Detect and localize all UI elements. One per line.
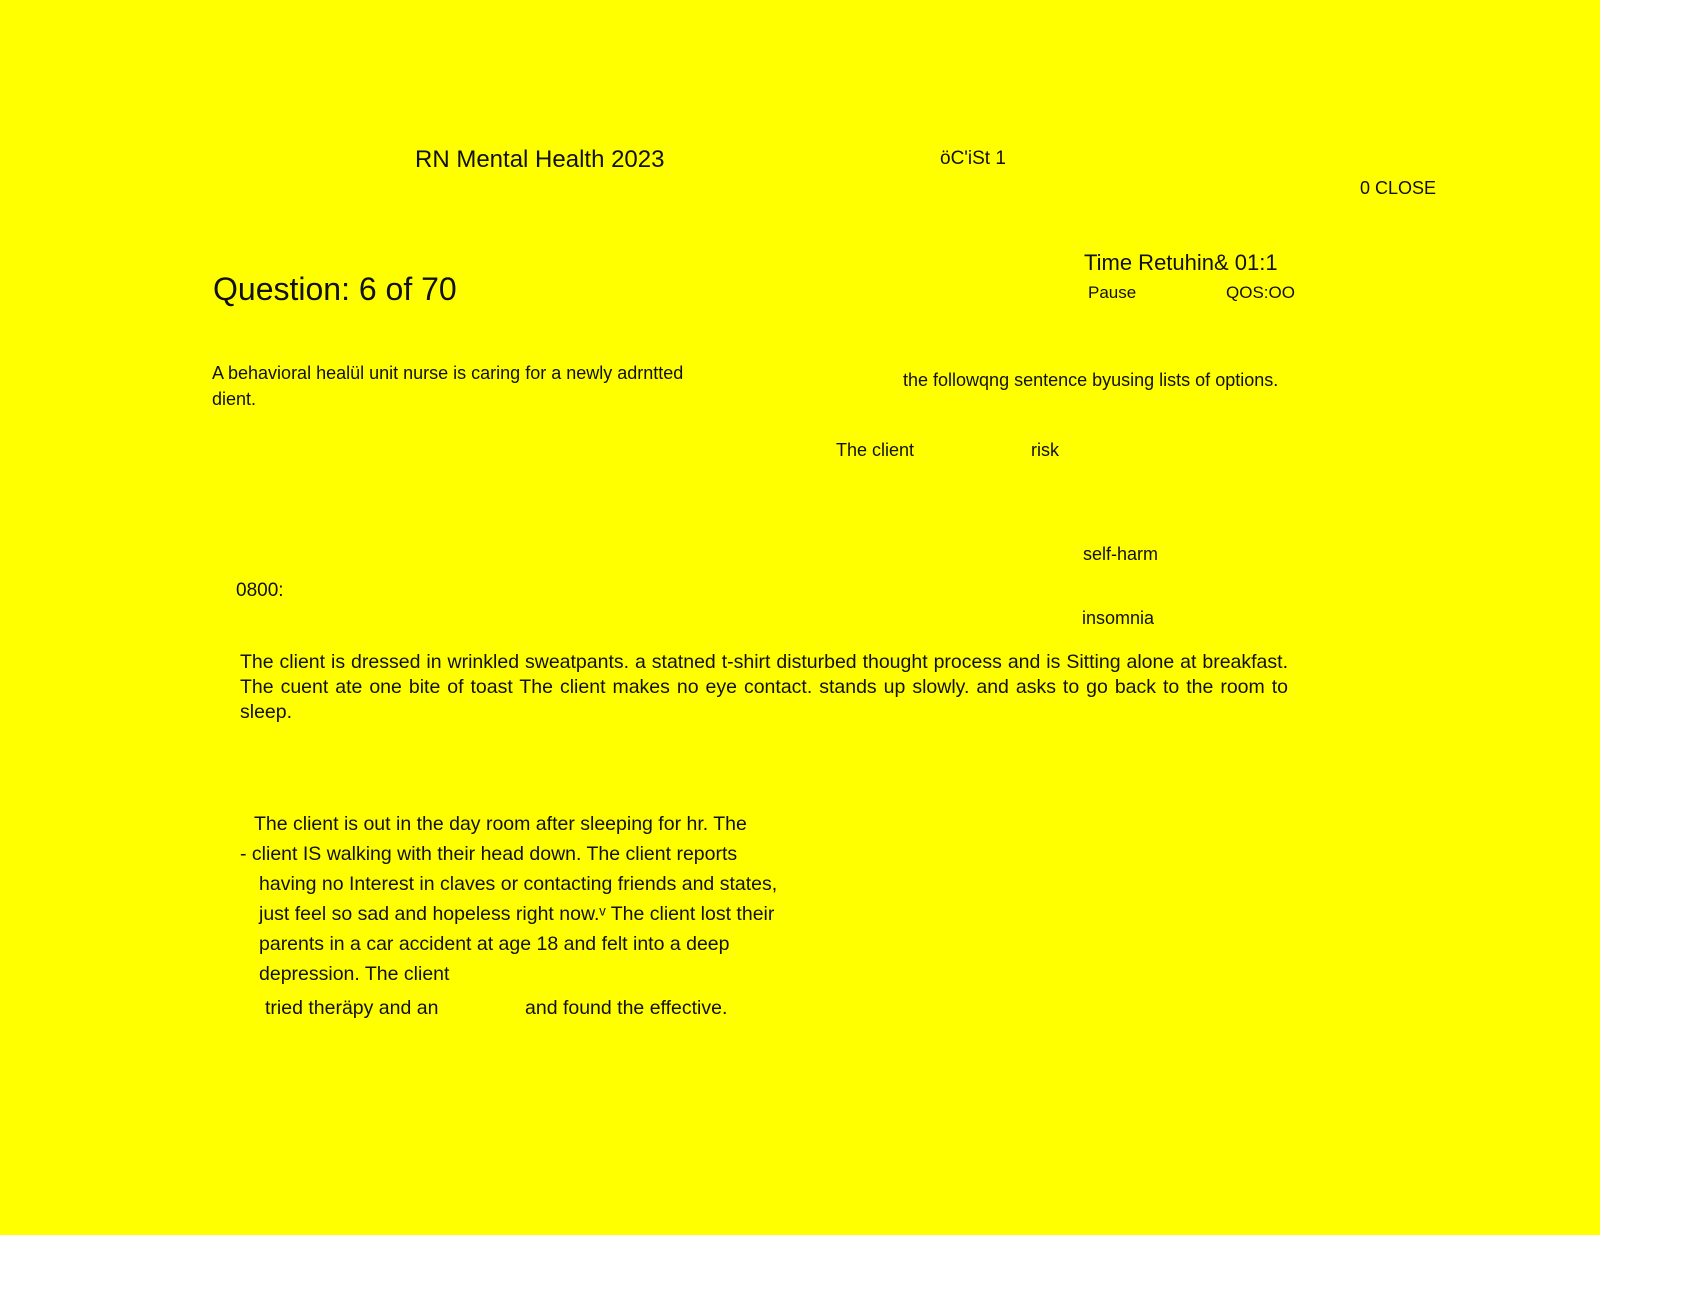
sentence-middle: risk (1031, 440, 1059, 460)
option-insomnia[interactable]: insomnia (1082, 608, 1155, 628)
elapsed-time: QOS:OO (1226, 283, 1295, 302)
note-line: having no Interest in claves or contacting friends and states, (259, 873, 778, 895)
pause-button[interactable]: Pause (1088, 283, 1137, 302)
note-line: The client is out in the day room after sleeping for hr. The (254, 813, 747, 835)
note-line: and found the effective. (525, 997, 728, 1019)
note-line: tried theräpy and an (265, 997, 439, 1019)
test-label: öC'iSt 1 (940, 148, 1006, 169)
note-line: depression. The client (259, 963, 450, 985)
note-time: 0800: (236, 580, 284, 601)
task-instruction: the followqng sentence byusing lists of options. (903, 370, 1279, 390)
sentence-start: The client (836, 440, 915, 460)
exam-title: RN Mental Health 2023 (415, 146, 665, 173)
note-line: parents in a car accident at age 18 and felt into a deep (259, 933, 730, 955)
case-intro: A behavioral healül unit nurse is caring for a newly adrntted dient. (212, 363, 684, 409)
option-self-harm[interactable]: self-harm (1083, 544, 1159, 564)
question-counter: Question: 6 of 70 (213, 271, 457, 307)
note-line: - client IS walking with their head down. The client reports (240, 843, 738, 865)
time-remaining: Time Retuhin& 01:1 (1084, 250, 1278, 275)
note-text: The client is dressed in wrinkled sweatpants. a statned t-shirt disturbed thought process and is Sitting alone at breakfast. The cuent ate one bite of toast The client makes no eye contact. stands up slowly. and asks to go back to the room to sleep. (240, 651, 1288, 723)
note-line: just feel so sad and hopeless right now.ᵛ The client lost their (259, 903, 775, 925)
close-button[interactable]: 0 CLOSE (1360, 178, 1437, 198)
